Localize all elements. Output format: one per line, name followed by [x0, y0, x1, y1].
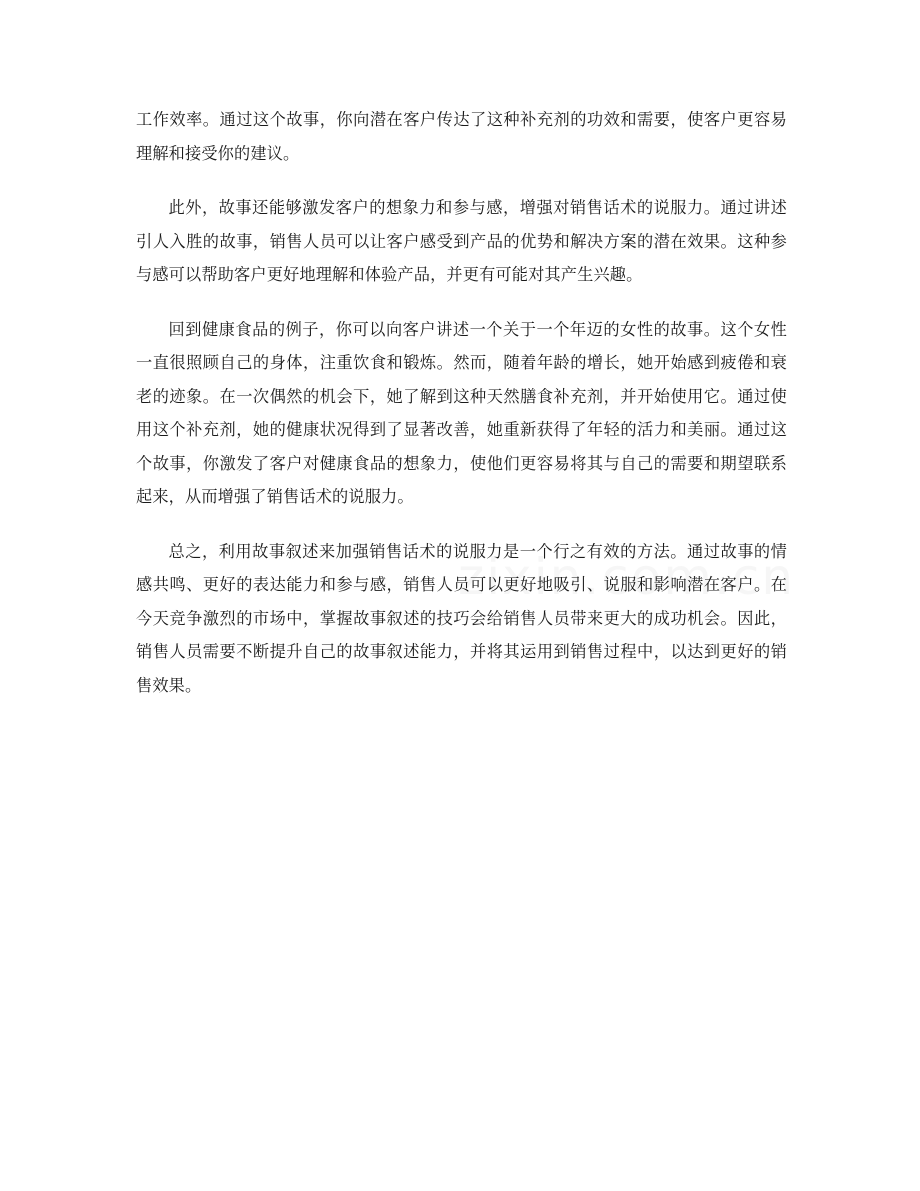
paragraph-engagement: 此外，故事还能够激发客户的想象力和参与感，增强对销售话术的说服力。通过讲述引人入胜的故事，销售人员可以让客户感受到产品的优势和解决方案的潜在效果。这种参与感可以帮助客户更好地理解和体验产品，并更有可能对其产生兴趣。 — [136, 198, 787, 284]
paragraph-conclusion: 总之，利用故事叙述来加强销售话术的说服力是一个行之有效的方法。通过故事的情感共鸣、更好的表达能力和参与感，销售人员可以更好地吸引、说服和影响潜在客户。在今天竞争激烈的市场中，掌握故事叙述的技巧会给销售人员带来更大的成功机会。因此，销售人员需要不断提升自己的故事叙述能力，并将其运用到销售过程中，以达到更好的销售效果。 — [136, 541, 787, 695]
document-body — [136, 103, 787, 702]
paragraph-continuation: 工作效率。通过这个故事，你向潜在客户传达了这种补充剂的功效和需要，使客户更容易理解和接受你的建议。 — [136, 110, 787, 163]
paragraph-health-food-example: 回到健康食品的例子，你可以向客户讲述一个关于一个年迈的女性的故事。这个女性一直很照顾自己的身体，注重饮食和锻炼。然而，随着年龄的增长，她开始感到疲倦和衰老的迹象。在一次偶然的机会下，她了解到这种天然膳食补充剂，并开始使用它。通过使用这个补充剂，她的健康状况得到了显著改善，她重新获得了年轻的活力和美丽。通过这个故事，你激发了客户对健康食品的想象力，使他们更容易将其与自己的需要和期望联系起来，从而增强了销售话术的说服力。 — [136, 319, 787, 506]
